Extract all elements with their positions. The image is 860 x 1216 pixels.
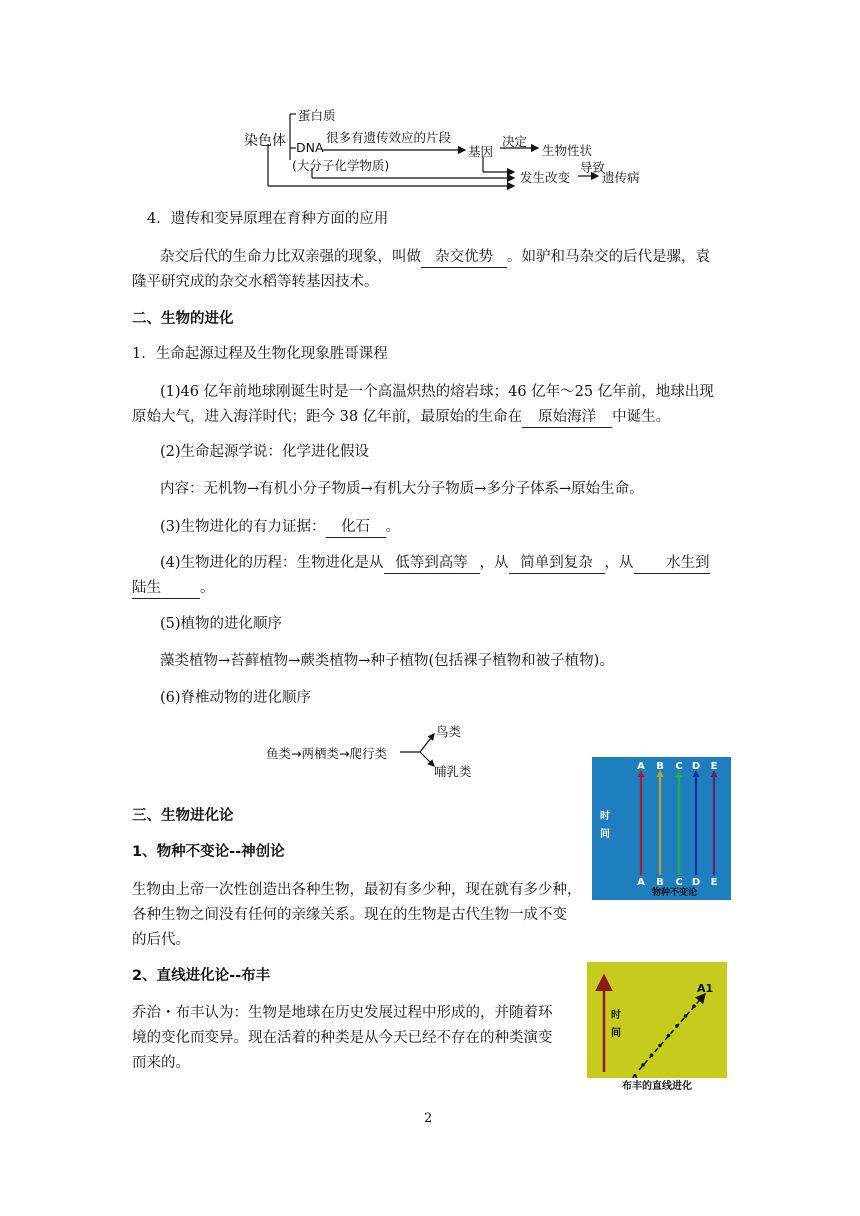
p4-text: (4)生物进化的历程：生物进化是从 (160, 555, 384, 571)
fig1-caption: 物种不变论 (652, 888, 698, 898)
p1-line2 (132, 404, 670, 430)
s4-text-b: 。如驴和马杂交的后代是骡，袁 (507, 249, 710, 265)
answer-blank: 原始海洋 (522, 407, 612, 428)
p4-sep: ，从 (479, 555, 509, 571)
fig2-dot (675, 1024, 679, 1028)
fig1-letter-bottom: E (710, 877, 718, 888)
p4-end: 。 (200, 580, 215, 596)
chromosome-diagram (240, 100, 660, 195)
fig1-time-label-2: 间 (600, 829, 610, 840)
answer-blank: 陆生 (132, 578, 200, 599)
answer-blank: 杂交优势 (421, 247, 507, 268)
fig1-letter-bottom: D (691, 877, 701, 888)
section-4-title: 4．遗传和变异原理在育种方面的应用 (147, 211, 389, 227)
p4-sep: ，从 (604, 555, 634, 571)
section-heading-theory: 三、生物进化论 (132, 808, 234, 824)
subsection-1-title: 1．生命起源过程及生物化现象胜哥课程 (132, 346, 388, 362)
fig2-dot (692, 1004, 696, 1008)
dna-label: DNA (296, 140, 324, 155)
protein-label: 蛋白质 (298, 108, 336, 123)
theory-2-line2: 境的变化而变异。现在活着的种类是从今天已经不存在的种类演变 (132, 1030, 553, 1046)
fig1-letter-bottom: B (656, 877, 664, 888)
figure-buffon-linear (587, 962, 727, 1092)
p1-text-end: 中诞生。 (612, 409, 671, 425)
segment-label: 很多有遗传效应的片段 (326, 130, 452, 145)
p4-line2 (132, 575, 215, 601)
bird-label: 鸟类 (436, 724, 462, 739)
mammal-label: 哺乳类 (434, 764, 472, 779)
p1-text: 原始大气，进入海洋时代；距今 38 亿年前，最原始的生命在 (132, 409, 523, 425)
p5-content: 藻类植物→苔藓植物→蕨类植物→种子植物(包括裸子植物和被子植物)。 (160, 653, 614, 669)
page-number: 2 (424, 1111, 433, 1126)
fig2-dot (667, 1034, 671, 1038)
p2-content: 内容：无机物→有机小分子物质→有机大分子物质→多分子体系→原始生命。 (160, 481, 644, 497)
fig2-time-label-1: 时 (611, 1010, 621, 1021)
s4-paragraph-line2: 隆平研究成的杂交水稻等转基因技术。 (132, 274, 379, 290)
fig1-letter-bottom: C (675, 877, 683, 888)
vertebrate-chain: 鱼类→两栖类→爬行类 (266, 746, 387, 761)
answer-blank: 化石 (326, 517, 386, 538)
fig2-caption: 布丰的直线进化 (622, 1081, 692, 1092)
decides-label: 决定 (502, 134, 528, 149)
answer-blank: 水生到 (634, 553, 710, 574)
gene-label: 基因 (468, 144, 494, 159)
fig1-letter-bottom: A (637, 877, 645, 888)
theory-2-line3: 而来的。 (132, 1055, 190, 1071)
fig1-letter-top: A (637, 761, 645, 772)
figure-buffon-image (587, 962, 727, 1092)
trait-label: 生物性状 (542, 143, 593, 158)
s4-paragraph-line1 (160, 244, 710, 270)
p4-line1 (160, 550, 710, 576)
fig2-top-label: A1 (697, 982, 714, 995)
answer-blank: 低等到高等 (384, 553, 480, 574)
macromolecule-label: (大分子化学物质) (292, 158, 390, 173)
fig2-dot (658, 1044, 662, 1048)
figure-species-invariance-image (592, 757, 731, 900)
fig2-dot (641, 1063, 645, 1067)
disease-label: 遗传病 (602, 170, 640, 185)
p1-line1: (1)46 亿年前地球刚诞生时是一个高温炽热的熔岩球；46 亿年～25 亿年前，地球出现 (160, 384, 714, 400)
fig1-letter-top: E (710, 761, 718, 772)
p3-line (160, 514, 400, 540)
theory-1-line1: 生物由上帝一次性创造出各种生物，最初有多少种，现在就有多少种， (132, 882, 582, 898)
fig2-time-label-2: 间 (611, 1028, 621, 1039)
mutation-label: 发生改变 (520, 170, 571, 185)
fig1-letter-top: D (691, 761, 701, 772)
figure-species-invariance (592, 757, 731, 900)
theory-1-title: 1、物种不变论--神创论 (132, 844, 285, 860)
chromosome-label: 染色体 (244, 133, 286, 149)
theory-2-title: 2、直线进化论--布丰 (132, 968, 271, 984)
p5-title: (5)植物的进化顺序 (160, 616, 283, 632)
s4-text-a: 杂交后代的生命力比双亲强的现象，叫做 (160, 249, 421, 265)
leads-label: 导致 (580, 160, 606, 175)
p3-end: 。 (385, 519, 401, 535)
p3-text: (3)生物进化的有力证据： (160, 519, 326, 535)
p2-title: (2)生命起源学说：化学进化假设 (160, 444, 370, 460)
answer-blank: 简单到复杂 (509, 553, 605, 574)
fig1-letter-top: B (656, 761, 664, 772)
fig1-time-label-1: 时 (600, 811, 610, 822)
fig1-letter-top: C (675, 761, 683, 772)
fig2-dot (650, 1053, 654, 1057)
vertebrate-diagram (262, 720, 492, 780)
p6-title: (6)脊椎动物的进化顺序 (160, 690, 312, 706)
theory-1-line2: 各种生物之间没有任何的亲缘关系。现在的生物是古代生物一成不变 (132, 907, 567, 923)
theory-1-line3: 的后代。 (132, 932, 190, 948)
section-heading-evolution: 二、生物的进化 (132, 311, 234, 327)
theory-2-line1: 乔治・布丰认为：生物是地球在历史发展过程中形成的，并随着环 (132, 1005, 553, 1021)
fig2-dot (684, 1014, 688, 1018)
